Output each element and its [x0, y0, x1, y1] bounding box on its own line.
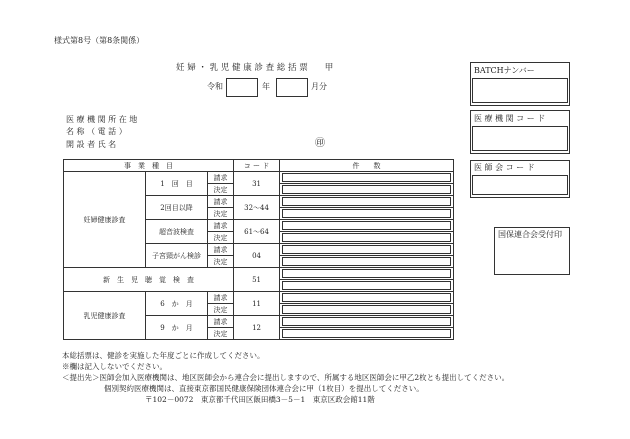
code-cell: 12	[234, 316, 280, 340]
note-line: 個別契約医療機関は、直接東京都国民健康保険団体連合会に甲（1枚目）を提出してください。	[104, 384, 424, 393]
table-row	[64, 172, 454, 184]
month-input[interactable]	[276, 78, 308, 97]
item-label: 1 回 目	[146, 172, 208, 196]
group-label: 新 生 児 聴 覚 検 査	[64, 268, 234, 292]
sub-label: 決定	[208, 256, 234, 268]
sub-label: 請求	[208, 196, 234, 208]
code-cell: 61〜64	[234, 220, 280, 244]
item-label: 9 か 月	[146, 316, 208, 340]
sub-label: 決定	[208, 328, 234, 340]
form-number: 様式第8号（第8条関係）	[54, 36, 145, 45]
count-input[interactable]	[280, 316, 454, 328]
seal-mark: ㊞	[315, 138, 325, 149]
code-cell: 31	[234, 172, 280, 196]
note-line: ※欄は記入しないでください。	[62, 362, 167, 371]
sub-label: 決定	[208, 304, 234, 316]
medical-association-code-label: 医 師 会 コ ー ド	[474, 163, 535, 172]
header-count: 件 数	[280, 160, 454, 172]
note-line: ＜提出先＞医師会加入医療機関は、地区医師会から連合会に提出しますので、所属する地区医師会に甲乙2枚とも提出してください。	[62, 373, 510, 382]
medical-association-code-input[interactable]	[472, 175, 568, 195]
count-input[interactable]	[280, 268, 454, 280]
batch-number-label: BATCHナンバー	[474, 66, 535, 75]
header-code: コ ー ド	[234, 160, 280, 172]
sub-label: 請求	[208, 244, 234, 256]
sub-label: 請求	[208, 220, 234, 232]
count-input[interactable]	[280, 232, 454, 244]
date-era: 令和	[207, 82, 223, 91]
count-input[interactable]	[280, 196, 454, 208]
count-input[interactable]	[280, 292, 454, 304]
receipt-stamp-label: 国保連合会受付印	[498, 230, 562, 239]
item-label: 超音波検査	[146, 220, 208, 244]
form-title: 妊 婦 ・ 乳 児 健 康 診 査 総 括 票 甲	[176, 63, 334, 73]
group-label: 妊婦健康診査	[64, 172, 146, 268]
date-month-label: 月分	[311, 82, 327, 91]
items-table	[63, 159, 454, 340]
batch-number-input[interactable]	[472, 78, 568, 103]
count-input[interactable]	[280, 244, 454, 256]
count-input[interactable]	[280, 172, 454, 184]
sub-label: 決定	[208, 232, 234, 244]
year-input[interactable]	[226, 78, 258, 97]
institution-code-label: 医 療 機 関 コ ー ド	[474, 114, 546, 123]
code-cell: 51	[234, 268, 280, 292]
institution-code-input[interactable]	[472, 126, 568, 151]
table-row	[64, 268, 454, 280]
count-input[interactable]	[280, 208, 454, 220]
sub-label: 請求	[208, 292, 234, 304]
header-item: 事 業 種 目	[64, 160, 234, 172]
sub-label: 決定	[208, 184, 234, 196]
address-line: 〒102－0072 東京都千代田区飯田橋3－5－1 東京区政会館11階	[145, 395, 375, 404]
sub-label: 請求	[208, 316, 234, 328]
founder-label: 開 設 者 氏 名	[66, 140, 117, 149]
sub-label: 請求	[208, 172, 234, 184]
date-year-label: 年	[262, 82, 270, 91]
address-label: 医 療 機 関 所 在 地	[66, 115, 138, 124]
count-input[interactable]	[280, 304, 454, 316]
sub-label: 決定	[208, 208, 234, 220]
code-cell: 04	[234, 244, 280, 268]
note-line: 本総括票は、健診を実施した年度ごとに作成してください。	[62, 351, 265, 360]
table-header-row	[64, 160, 454, 172]
item-label: 2回目以降	[146, 196, 208, 220]
count-input[interactable]	[280, 328, 454, 340]
group-label: 乳児健康診査	[64, 292, 146, 340]
item-label: 6 か 月	[146, 292, 208, 316]
name-label: 名 称 （ 電 話 ）	[66, 127, 127, 136]
count-input[interactable]	[280, 256, 454, 268]
count-input[interactable]	[280, 280, 454, 292]
item-label: 子宮頸がん検診	[146, 244, 208, 268]
table-row	[64, 292, 454, 304]
count-input[interactable]	[280, 220, 454, 232]
code-cell: 32〜44	[234, 196, 280, 220]
code-cell: 11	[234, 292, 280, 316]
count-input[interactable]	[280, 184, 454, 196]
